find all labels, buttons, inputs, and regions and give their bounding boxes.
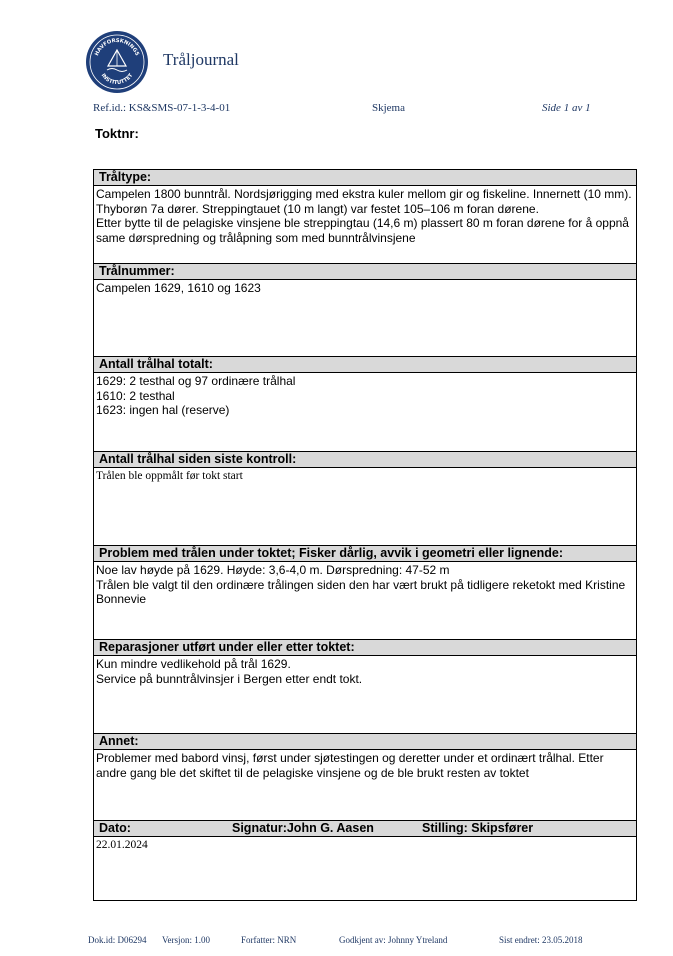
section-heading-reparasjoner: Reparasjoner utført under eller etter toktet: bbox=[94, 640, 636, 656]
reference-id: Ref.id.: KS&SMS-07-1-3-4-01 bbox=[93, 102, 231, 114]
form-type: Skjema bbox=[372, 102, 405, 114]
logo-text-bottom: INSTITUTTET bbox=[99, 72, 135, 87]
page-indicator: Side 1 av 1 bbox=[542, 102, 591, 114]
logo-text-top: HAVFORSKNINGS bbox=[94, 37, 140, 57]
trawl-journal-form bbox=[93, 169, 637, 901]
institute-logo bbox=[85, 30, 149, 94]
section-body-annet: Problemer med babord vinsj, først under sjøtestingen og deretter under et ordinært trålhal. Etter andre gang ble det skiftet til de pelagiske vinsjene og de ble brukt resten av toktet bbox=[94, 750, 636, 821]
footer-dok-id: Dok.id: D06294 bbox=[88, 935, 147, 945]
section-heading-siden-kontroll: Antall trålhal siden siste kontroll: bbox=[94, 452, 636, 468]
stilling-label: Stilling: Skipsfører bbox=[422, 821, 534, 835]
section-heading-traltype: Tråltype: bbox=[94, 170, 636, 186]
footer-versjon: Versjon: 1.00 bbox=[162, 935, 210, 945]
section-body-reparasjoner: Kun mindre vedlikehold på trål 1629. Service på bunntrålvinsjer i Bergen etter endt tokt. bbox=[94, 656, 636, 734]
document-title: Tråljournal bbox=[163, 50, 239, 69]
date-value: 22.01.2024 bbox=[96, 839, 148, 851]
section-heading-tralnummer: Trålnummer: bbox=[94, 264, 636, 280]
toktnr-label: Toktnr: bbox=[95, 126, 139, 141]
section-body-problem: Noe lav høyde på 1629. Høyde: 3,6-4,0 m. Dørspredning: 47-52 m Trålen ble valgt til den ordinære trålingen siden den har vært brukt på tidligere reketokt med Kristine Bonnevie bbox=[94, 562, 636, 640]
section-body-traltype: Campelen 1800 bunntrål. Nordsjørigging med ekstra kuler mellom gir og fiskeline. Innernett (10 mm). Thyborøn 7a dører. Streppingtauet (10 m langt) var festet 105–106 m foran dørene. Etter bytte til de pelagiske vinsjene ble streppingtau (14,6 m) plassert 80 m foran dørene for å oppnå same dørspredning og trålåpning som med bunntrålvinsjene bbox=[94, 186, 636, 264]
section-heading-antall-tralhal: Antall trålhal totalt: bbox=[94, 357, 636, 373]
footer-sist-endret: Sist endret: 23.05.2018 bbox=[499, 935, 583, 945]
section-heading-annet: Annet: bbox=[94, 734, 636, 750]
section-heading-problem: Problem med trålen under toktet; Fisker dårlig, avvik i geometri eller lignende: bbox=[94, 546, 636, 562]
section-body-siden-kontroll: Trålen ble oppmålt før tokt start bbox=[94, 468, 636, 546]
signatur-label: Signatur:John G. Aasen bbox=[232, 821, 374, 835]
signature-row bbox=[94, 821, 636, 837]
footer-godkjent: Godkjent av: Johnny Ytreland bbox=[339, 935, 448, 945]
section-body-tralnummer: Campelen 1629, 1610 og 1623 bbox=[94, 280, 636, 357]
footer-forfatter: Forfatter: NRN bbox=[241, 935, 297, 945]
section-body-antall-tralhal: 1629: 2 testhal og 97 ordinære trålhal 1610: 2 testhal 1623: ingen hal (reserve) bbox=[94, 373, 636, 452]
dato-label: Dato: bbox=[99, 821, 131, 835]
